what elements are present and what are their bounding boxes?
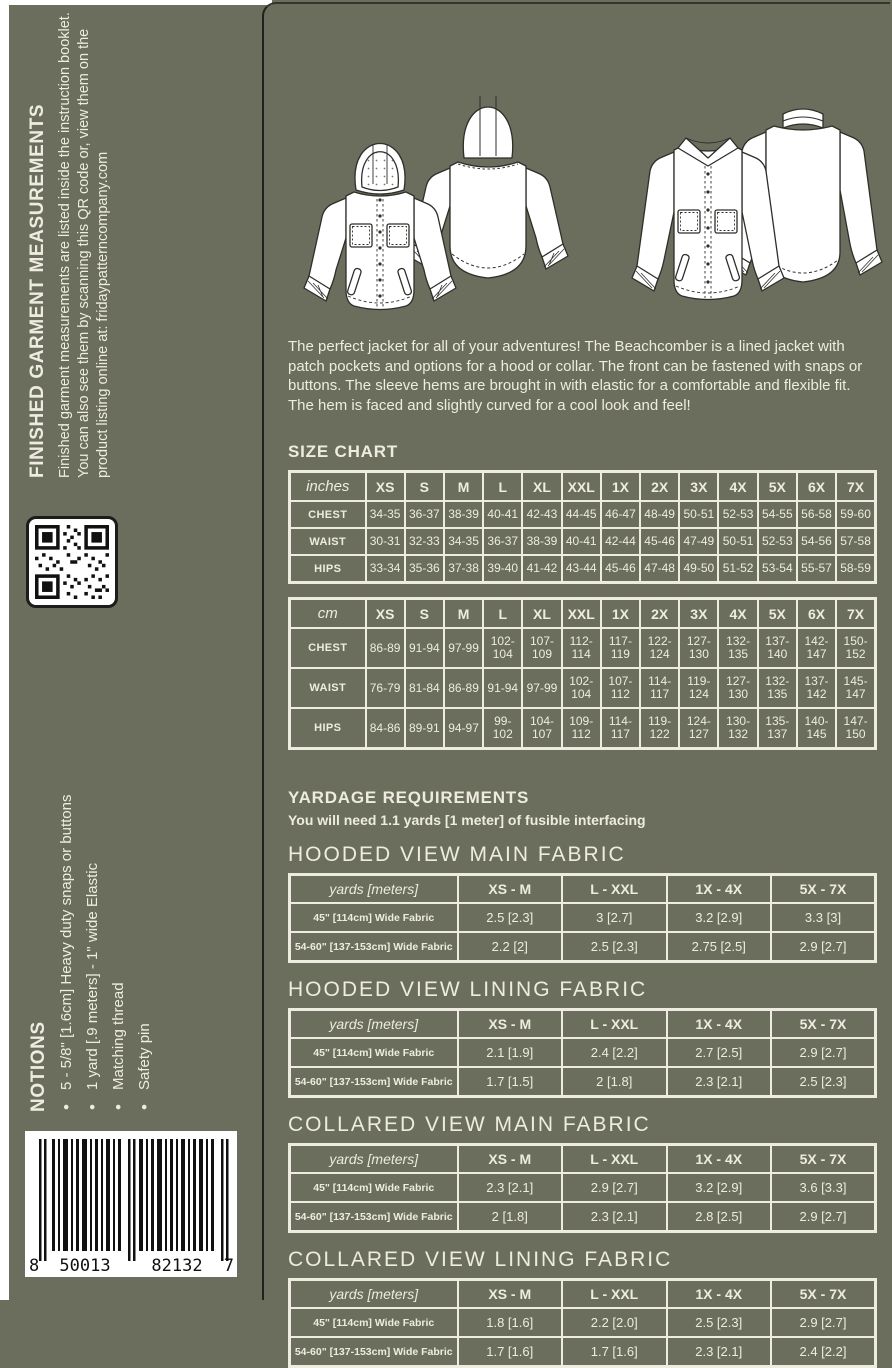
table-row — [290, 1308, 876, 1337]
table-cell: 2.9 [2.7] — [771, 1308, 876, 1337]
table-cell: 1.7 [1.6] — [562, 1337, 667, 1367]
table-cell: 140-145 — [797, 708, 836, 749]
table-cell: 2.5 [2.3] — [562, 932, 667, 962]
yardage-heading: YARDAGE REQUIREMENTS — [288, 788, 530, 807]
column-header: 1X — [601, 599, 640, 629]
table-row — [290, 555, 876, 583]
collared-main-fabric-table — [288, 1143, 877, 1233]
table-corner-label: cm — [290, 599, 366, 629]
finished-garment-measurements-block — [27, 12, 113, 478]
table-cell: 54-56 — [797, 528, 836, 555]
table-corner-label: inches — [290, 472, 366, 502]
collared-main-fabric-block — [288, 1113, 877, 1233]
collared-lining-fabric-title: COLLARED VIEW LINING FABRIC — [288, 1248, 673, 1271]
table-cell: 150-152 — [836, 628, 875, 668]
hooded-main-fabric-title: HOODED VIEW MAIN FABRIC — [288, 843, 626, 866]
table-cell: 57-58 — [836, 528, 875, 555]
table-cell: 36-37 — [405, 501, 444, 528]
column-header: 2X — [640, 599, 679, 629]
table-cell: 89-91 — [405, 708, 444, 749]
table-cell: 104-107 — [522, 708, 561, 749]
table-cell: 112-114 — [562, 628, 601, 668]
table-cell: 76-79 — [366, 668, 405, 708]
table-cell: 147-150 — [836, 708, 875, 749]
notions-item: • Safety pin — [132, 730, 158, 1112]
interfacing-note: You will need 1.1 yards [1 meter] of fusible interfacing — [288, 812, 646, 828]
table-cell: 41-42 — [522, 555, 561, 583]
table-cell: 2.1 [1.9] — [458, 1038, 563, 1067]
table-cell: 2.9 [2.7] — [771, 1202, 876, 1232]
table-cell: 94-97 — [444, 708, 483, 749]
column-header: L - XXL — [562, 1010, 667, 1039]
notions-item: • 5 - 5/8" [1.6cm] Heavy duty snaps or buttons — [54, 730, 80, 1112]
row-label: 54-60" [137-153cm] Wide Fabric — [290, 932, 458, 962]
table-cell: 49-50 — [679, 555, 718, 583]
table-cell: 47-48 — [640, 555, 679, 583]
table-cell: 46-47 — [601, 501, 640, 528]
table-cell: 3.3 [3] — [771, 903, 876, 932]
table-cell: 2.9 [2.7] — [771, 932, 876, 962]
table-cell: 2.9 [2.7] — [771, 1038, 876, 1067]
row-label: 54-60" [137-153cm] Wide Fabric — [290, 1337, 458, 1367]
table-row — [290, 708, 876, 749]
table-cell: 102-104 — [483, 628, 522, 668]
notions-heading: NOTIONS — [28, 1021, 49, 1112]
table-cell: 3.2 [2.9] — [667, 903, 772, 932]
table-cell: 38-39 — [444, 501, 483, 528]
table-cell: 2 [1.8] — [458, 1202, 563, 1232]
table-cell: 117-119 — [601, 628, 640, 668]
column-header: XXL — [562, 472, 601, 502]
table-row — [290, 528, 876, 555]
column-header: S — [405, 472, 444, 502]
table-cell: 84-86 — [366, 708, 405, 749]
table-cell: 114-117 — [640, 668, 679, 708]
table-cell: 1.7 [1.5] — [458, 1067, 563, 1097]
table-cell: 2.9 [2.7] — [562, 1173, 667, 1202]
table-cell: 45-46 — [601, 555, 640, 583]
table-cell: 114-117 — [601, 708, 640, 749]
column-header: L — [483, 472, 522, 502]
table-cell: 42-44 — [601, 528, 640, 555]
hooded-front-illustration — [294, 118, 466, 322]
table-cell: 2.4 [2.2] — [771, 1337, 876, 1367]
table-cell: 145-147 — [836, 668, 875, 708]
size-chart-inches-table — [288, 470, 877, 584]
table-cell: 119-124 — [679, 668, 718, 708]
row-label: 54-60" [137-153cm] Wide Fabric — [290, 1067, 458, 1097]
main-panel — [288, 0, 877, 1368]
table-cell: 54-55 — [758, 501, 797, 528]
table-cell: 91-94 — [405, 628, 444, 668]
notions-list — [54, 730, 158, 1112]
table-corner-label: yards [meters] — [290, 875, 458, 904]
table-row — [290, 1337, 876, 1367]
table-row — [290, 501, 876, 528]
column-header: XS - M — [458, 1280, 563, 1309]
column-header: 1X - 4X — [667, 1280, 772, 1309]
table-cell: 55-57 — [797, 555, 836, 583]
table-cell: 2.3 [2.1] — [458, 1173, 563, 1202]
table-cell: 3.6 [3.3] — [771, 1173, 876, 1202]
table-cell: 58-59 — [836, 555, 875, 583]
table-cell: 124-127 — [679, 708, 718, 749]
column-header: 3X — [679, 472, 718, 502]
notions-item: • 1 yard [.9 meters] - 1" wide Elastic — [80, 730, 106, 1112]
column-header: 5X - 7X — [771, 875, 876, 904]
table-cell: 130-132 — [718, 708, 757, 749]
collared-main-fabric-title: COLLARED VIEW MAIN FABRIC — [288, 1113, 651, 1136]
size-chart-heading: SIZE CHART — [288, 442, 398, 461]
table-cell: 50-51 — [718, 528, 757, 555]
table-cell: 132-135 — [758, 668, 797, 708]
table-cell: 3.2 [2.9] — [667, 1173, 772, 1202]
table-cell: 127-130 — [718, 668, 757, 708]
table-cell: 127-130 — [679, 628, 718, 668]
table-cell: 43-44 — [562, 555, 601, 583]
column-header: L - XXL — [562, 1145, 667, 1174]
table-cell: 2.2 [2] — [458, 932, 563, 962]
row-label: HIPS — [290, 555, 366, 583]
table-cell: 52-53 — [758, 528, 797, 555]
table-cell: 86-89 — [444, 668, 483, 708]
row-label: CHEST — [290, 628, 366, 668]
column-header: L - XXL — [562, 1280, 667, 1309]
barcode-group-left: 50013 — [59, 1256, 111, 1276]
table-cell: 1.7 [1.6] — [458, 1337, 563, 1367]
row-label: WAIST — [290, 528, 366, 555]
table-cell: 2.7 [2.5] — [667, 1038, 772, 1067]
table-cell: 2.5 [2.3] — [771, 1067, 876, 1097]
table-cell: 99-102 — [483, 708, 522, 749]
column-header: S — [405, 599, 444, 629]
table-cell: 91-94 — [483, 668, 522, 708]
table-cell: 44-45 — [562, 501, 601, 528]
table-cell: 97-99 — [522, 668, 561, 708]
finished-measurements-heading: FINISHED GARMENT MEASUREMENTS — [27, 103, 48, 478]
table-row — [290, 1173, 876, 1202]
table-cell: 32-33 — [405, 528, 444, 555]
collared-lining-fabric-table — [288, 1278, 877, 1368]
table-cell: 48-49 — [640, 501, 679, 528]
column-header: 1X - 4X — [667, 1145, 772, 1174]
envelope-left-edge — [0, 0, 9, 1300]
table-cell: 2.2 [2.0] — [562, 1308, 667, 1337]
table-cell: 37-38 — [444, 555, 483, 583]
column-header: 1X — [601, 472, 640, 502]
column-header: 5X — [758, 472, 797, 502]
column-header: 3X — [679, 599, 718, 629]
column-header: 5X - 7X — [771, 1280, 876, 1309]
table-row — [290, 1038, 876, 1067]
barcode-digit-left: 8 — [29, 1256, 40, 1276]
column-header: XXL — [562, 599, 601, 629]
table-cell: 34-35 — [444, 528, 483, 555]
hooded-lining-fabric-block — [288, 978, 877, 1098]
table-cell: 86-89 — [366, 628, 405, 668]
column-header: XS - M — [458, 1145, 563, 1174]
table-cell: 50-51 — [679, 501, 718, 528]
qr-code-pattern — [35, 525, 109, 599]
table-cell: 40-41 — [562, 528, 601, 555]
table-row — [290, 1067, 876, 1097]
table-cell: 1.8 [1.6] — [458, 1308, 563, 1337]
table-cell: 2.75 [2.5] — [667, 932, 772, 962]
table-cell: 122-124 — [640, 628, 679, 668]
column-header: L — [483, 599, 522, 629]
row-label: CHEST — [290, 501, 366, 528]
table-cell: 36-37 — [483, 528, 522, 555]
column-header: 7X — [836, 472, 875, 502]
table-cell: 33-34 — [366, 555, 405, 583]
column-header: XS - M — [458, 875, 563, 904]
table-row — [290, 668, 876, 708]
column-header: 4X — [718, 472, 757, 502]
table-corner-label: yards [meters] — [290, 1010, 458, 1039]
column-header: 5X - 7X — [771, 1010, 876, 1039]
hooded-main-fabric-block — [288, 843, 877, 963]
row-label: 54-60" [137-153cm] Wide Fabric — [290, 1202, 458, 1232]
column-header: 5X — [758, 599, 797, 629]
table-cell: 137-142 — [797, 668, 836, 708]
hooded-lining-fabric-table — [288, 1008, 877, 1098]
column-header: 4X — [718, 599, 757, 629]
barcode — [25, 1131, 237, 1277]
table-cell: 102-104 — [562, 668, 601, 708]
barcode-digit-right: 7 — [223, 1256, 234, 1276]
finished-measurements-body: Finished garment measurements are listed inside the instruction booklet. You can also see them by scanning this QR code or, view them on the product listing online at: fridaypatterncompany.com — [57, 12, 111, 478]
row-label: 45" [114cm] Wide Fabric — [290, 1038, 458, 1067]
table-row — [290, 932, 876, 962]
table-cell: 34-35 — [366, 501, 405, 528]
column-header: 5X - 7X — [771, 1145, 876, 1174]
column-header: 1X - 4X — [667, 1010, 772, 1039]
table-cell: 47-49 — [679, 528, 718, 555]
column-header: 6X — [797, 472, 836, 502]
collared-lining-fabric-block — [288, 1248, 877, 1368]
notions-item: • Matching thread — [106, 730, 132, 1112]
table-cell: 39-40 — [483, 555, 522, 583]
table-cell: 107-109 — [522, 628, 561, 668]
barcode-bars — [25, 1131, 237, 1277]
column-header: L - XXL — [562, 875, 667, 904]
table-cell: 109-112 — [562, 708, 601, 749]
table-cell: 2.5 [2.3] — [458, 903, 563, 932]
table-cell: 107-112 — [601, 668, 640, 708]
size-chart-cm-table — [288, 597, 877, 750]
table-cell: 2.8 [2.5] — [667, 1202, 772, 1232]
table-cell: 2.5 [2.3] — [667, 1308, 772, 1337]
column-header: 6X — [797, 599, 836, 629]
table-cell: 53-54 — [758, 555, 797, 583]
column-header: M — [444, 472, 483, 502]
table-cell: 40-41 — [483, 501, 522, 528]
table-row — [290, 1202, 876, 1232]
table-cell: 38-39 — [522, 528, 561, 555]
table-cell: 97-99 — [444, 628, 483, 668]
table-cell: 3 [2.7] — [562, 903, 667, 932]
table-cell: 2.3 [2.1] — [667, 1067, 772, 1097]
row-label: HIPS — [290, 708, 366, 749]
notions-block — [28, 730, 158, 1112]
row-label: 45" [114cm] Wide Fabric — [290, 1173, 458, 1202]
table-cell: 35-36 — [405, 555, 444, 583]
table-corner-label: yards [meters] — [290, 1280, 458, 1309]
table-cell: 142-147 — [797, 628, 836, 668]
column-header: XL — [522, 599, 561, 629]
table-cell: 45-46 — [640, 528, 679, 555]
table-cell: 42-43 — [522, 501, 561, 528]
row-label: 45" [114cm] Wide Fabric — [290, 903, 458, 932]
table-cell: 59-60 — [836, 501, 875, 528]
table-row — [290, 903, 876, 932]
table-corner-label: yards [meters] — [290, 1145, 458, 1174]
jacket-illustrations — [288, 60, 877, 328]
table-cell: 81-84 — [405, 668, 444, 708]
column-header: XS — [366, 472, 405, 502]
table-cell: 137-140 — [758, 628, 797, 668]
table-cell: 2.3 [2.1] — [667, 1337, 772, 1367]
row-label: 45" [114cm] Wide Fabric — [290, 1308, 458, 1337]
table-row — [290, 628, 876, 668]
table-cell: 132-135 — [718, 628, 757, 668]
row-label: WAIST — [290, 668, 366, 708]
column-header: 7X — [836, 599, 875, 629]
column-header: XS — [366, 599, 405, 629]
barcode-group-right: 82132 — [151, 1256, 203, 1276]
column-header: M — [444, 599, 483, 629]
hooded-lining-fabric-title: HOODED VIEW LINING FABRIC — [288, 978, 648, 1001]
table-cell: 135-137 — [758, 708, 797, 749]
collared-front-illustration — [622, 116, 794, 314]
table-cell: 2 [1.8] — [562, 1067, 667, 1097]
table-cell: 2.4 [2.2] — [562, 1038, 667, 1067]
column-header: 1X - 4X — [667, 875, 772, 904]
column-header: XS - M — [458, 1010, 563, 1039]
pattern-description: The perfect jacket for all of your adventures! The Beachcomber is a lined jacket with patch pockets and options for a hood or collar. The front can be fastened with snaps or buttons. The sleeve hems are brought in with elastic for a comfortable and flexible fit. The hem is faced and slightly curved for a cool look and feel! — [288, 338, 863, 414]
table-cell: 119-122 — [640, 708, 679, 749]
qr-code — [26, 516, 118, 608]
hooded-main-fabric-table — [288, 873, 877, 963]
table-cell: 2.3 [2.1] — [562, 1202, 667, 1232]
table-cell: 52-53 — [718, 501, 757, 528]
table-cell: 56-58 — [797, 501, 836, 528]
table-cell: 30-31 — [366, 528, 405, 555]
table-cell: 51-52 — [718, 555, 757, 583]
column-header: XL — [522, 472, 561, 502]
envelope-top-edge — [0, 0, 272, 5]
column-header: 2X — [640, 472, 679, 502]
